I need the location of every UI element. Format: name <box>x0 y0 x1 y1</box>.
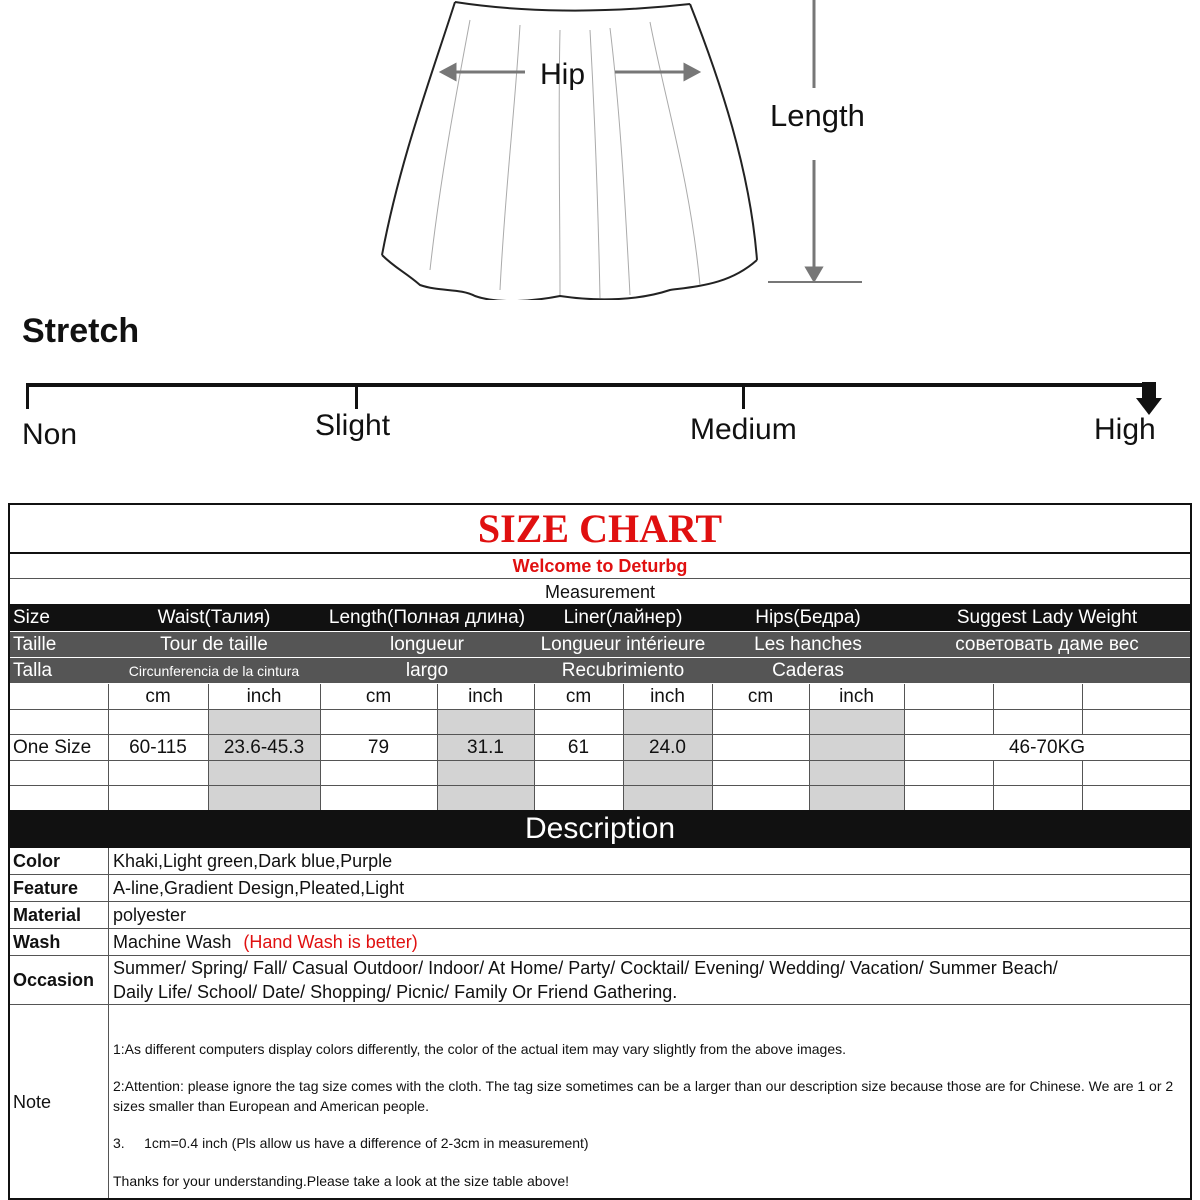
header-weight: Suggest Lady Weight <box>904 604 1190 631</box>
grid-line <box>10 709 1190 710</box>
header-hips: Hips(Бедра) <box>712 604 904 631</box>
stretch-marker-arrow-icon <box>1134 382 1164 416</box>
row-liner-inch: 24.0 <box>649 737 686 758</box>
stretch-level-high: High <box>1094 413 1156 446</box>
grid-line <box>809 684 810 810</box>
grid-line <box>993 760 994 810</box>
size-chart-title: SIZE CHART <box>10 505 1190 554</box>
occasion-label: Occasion <box>13 970 95 990</box>
feature-value: A-line,Gradient Design,Pleated,Light <box>113 878 405 898</box>
wash-label: Wash <box>13 932 61 952</box>
unit-liner-inch: inch <box>650 686 685 707</box>
unit-length-inch: inch <box>468 686 503 707</box>
color-value: Khaki,Light green,Dark blue,Purple <box>113 851 393 871</box>
hip-label: Hip <box>540 58 586 91</box>
header-size: Size <box>13 604 108 631</box>
note-4: Thanks for your understanding.Please take a look at the size table above! <box>113 1173 570 1189</box>
note-2: 2:Attention: please ignore the tag size comes with the cloth. The tag size sometimes can be a larger than our description size because those are for Chinese. We are 1 or 2 sizes smaller than European and American people. <box>113 1078 1174 1115</box>
header-liner: Liner(лайнер) <box>534 604 712 631</box>
row-size: One Size <box>13 737 92 758</box>
stretch-title: Stretch <box>22 312 140 350</box>
unit-liner-cm: cm <box>565 686 592 707</box>
header-taille: Taille <box>13 632 108 657</box>
stretch-tick-non <box>26 383 29 409</box>
welcome-text: Welcome to Deturbg <box>10 554 1190 579</box>
grid-line <box>623 684 624 810</box>
header-poids-ru: советовать даме вес <box>904 632 1190 657</box>
header-longueur: longueur <box>320 632 534 657</box>
grid-line <box>208 684 209 810</box>
row-length-cm: 79 <box>367 737 390 758</box>
grid-line <box>1082 760 1083 810</box>
note-1: 1:As different computers display colors differently, the color of the actual item may vary slightly from the above images. <box>113 1041 847 1057</box>
stretch-tick-medium <box>742 383 745 409</box>
unit-hips-inch: inch <box>839 686 874 707</box>
grid-line <box>1082 684 1083 734</box>
header-talla: Talla <box>13 658 108 683</box>
grid-line <box>10 760 1190 761</box>
row-waist-inch: 23.6-45.3 <box>223 737 305 758</box>
grid-line <box>712 684 713 810</box>
grid-line <box>10 955 1190 956</box>
note-3: 3. 1cm=0.4 inch (Pls allow us have a difference of 2-3cm in measurement) <box>113 1135 589 1151</box>
feature-label: Feature <box>13 878 79 898</box>
wash-value: Machine Wash <box>113 932 232 952</box>
grid-line <box>10 785 1190 786</box>
description-title: Description <box>10 810 1190 848</box>
length-arrow <box>768 0 862 282</box>
row-weight: 46-70KG <box>1008 737 1086 758</box>
stretch-level-non: Non <box>22 418 78 451</box>
row-length-inch: 31.1 <box>467 737 504 758</box>
wash-note: (Hand Wash is better) <box>243 932 418 952</box>
grid-line <box>10 734 1190 735</box>
unit-waist-inch: inch <box>246 686 282 707</box>
row-hips-cm <box>712 735 809 760</box>
grid-line <box>10 874 1190 875</box>
header-circunferencia: Circunferencia de la cintura <box>108 658 320 683</box>
row-waist-cm: 60-115 <box>129 737 187 758</box>
grid-line <box>993 684 994 734</box>
stretch-tick-slight <box>355 383 358 409</box>
grid-line <box>437 684 438 810</box>
header-caderas: Caderas <box>712 658 904 683</box>
material-value: polyester <box>113 905 187 925</box>
header-largo: largo <box>320 658 534 683</box>
header-les-hanches: Les hanches <box>712 632 904 657</box>
unit-waist-cm: cm <box>145 686 171 707</box>
row-hips-inch <box>809 735 904 760</box>
stretch-level-medium: Medium <box>690 413 797 446</box>
skirt-diagram <box>0 0 1200 300</box>
wash-row <box>113 929 1188 955</box>
grid-line <box>10 1004 1190 1005</box>
grid-line <box>10 901 1190 902</box>
header-length: Length(Полная длина) <box>320 604 534 631</box>
grid-line <box>108 848 109 1198</box>
occasion-line-1: Summer/ Spring/ Fall/ Casual Outdoor/ Indoor/ At Home/ Party/ Cocktail/ Evening/ Wedding/ Vacation/ Summer Beach/ <box>113 958 1058 978</box>
measurement-label: Measurement <box>544 581 656 602</box>
length-label: Length <box>770 98 865 133</box>
grid-line <box>904 684 905 810</box>
size-chart-table <box>8 503 1192 1200</box>
grid-line <box>108 684 109 810</box>
note-label: Note <box>13 1091 52 1112</box>
header-tour-de-taille: Tour de taille <box>108 632 320 657</box>
stretch-scale-line <box>26 383 1156 387</box>
stretch-level-slight: Slight <box>315 409 391 442</box>
row-liner-cm: 61 <box>567 737 590 758</box>
color-label: Color <box>13 851 60 871</box>
unit-hips-cm: cm <box>747 686 774 707</box>
grid-line <box>10 928 1190 929</box>
grid-line <box>320 684 321 810</box>
occasion-line-2: Daily Life/ School/ Date/ Shopping/ Picnic/ Family Or Friend Gathering. <box>113 982 678 1002</box>
grid-line <box>534 684 535 810</box>
header-longueur-interieure: Longueur intérieure <box>534 632 712 657</box>
header-recubrimiento: Recubrimiento <box>534 658 712 683</box>
header-waist: Waist(Талия) <box>108 604 320 631</box>
unit-length-cm: cm <box>365 686 392 707</box>
skirt-outline <box>382 2 757 300</box>
material-label: Material <box>13 905 82 925</box>
